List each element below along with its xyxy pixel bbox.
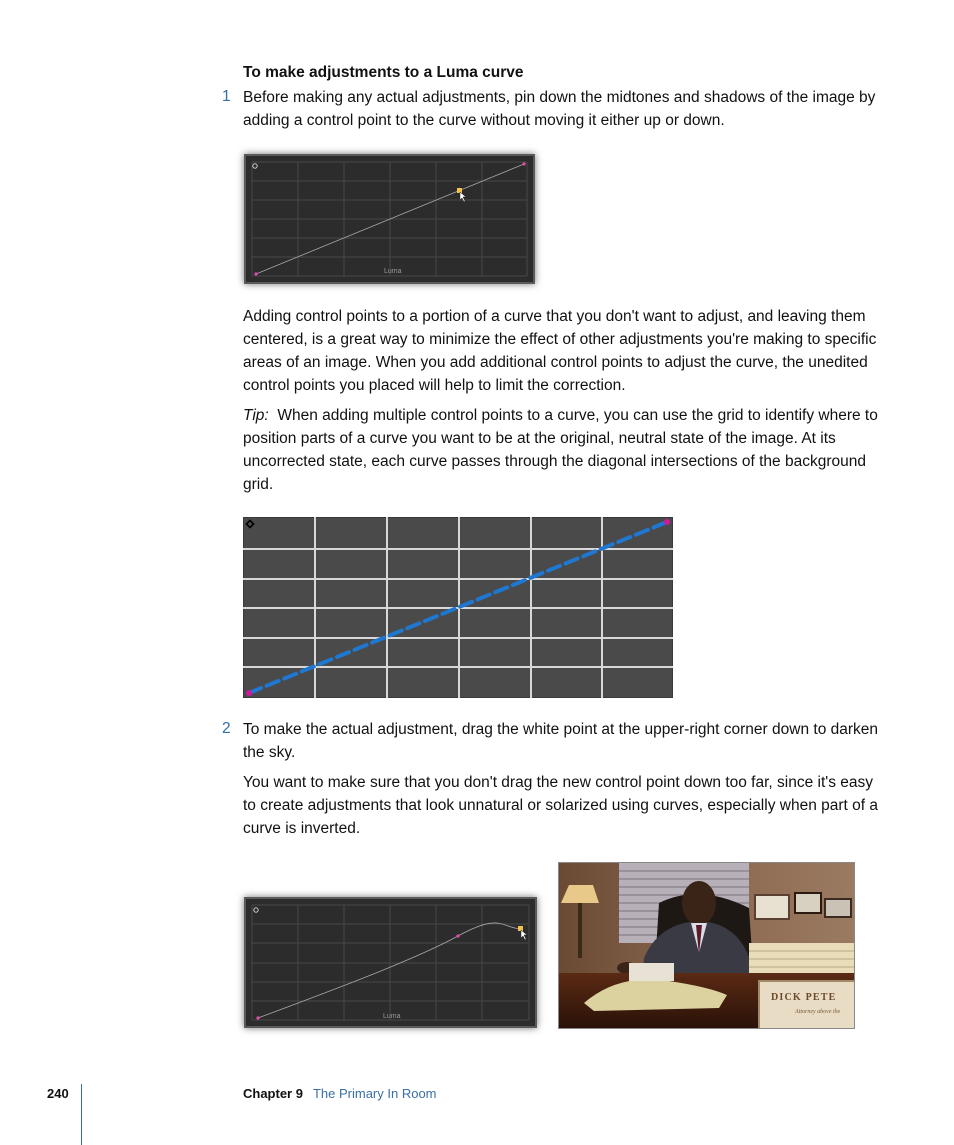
tip-paragraph	[243, 404, 883, 496]
black-point-handle[interactable]	[256, 1016, 259, 1019]
curve-label: Luma	[384, 268, 402, 275]
chapter-label: Chapter 9	[243, 1086, 303, 1101]
white-point-marker	[664, 519, 670, 525]
curve-label: Luma	[383, 1013, 401, 1020]
luma-curve-figure-1	[244, 154, 535, 284]
grid-diagram	[243, 517, 673, 698]
black-point-handle[interactable]	[254, 272, 257, 275]
footer-divider	[81, 1084, 82, 1145]
grid-diagram-graph	[243, 517, 673, 698]
section-heading: To make adjustments to a Luma curve	[243, 64, 524, 81]
nameplate-subtitle: Attorney above the	[795, 1009, 841, 1015]
step-2-text: To make the actual adjustment, drag the white point at the upper-right corner down to darken the sky.	[243, 721, 879, 761]
white-point-handle[interactable]	[518, 926, 523, 931]
adjusted-luma-curve-graph	[246, 899, 535, 1026]
midtone-control-point[interactable]	[457, 188, 462, 193]
office-scene-image	[559, 863, 854, 1028]
framed-certificate	[755, 895, 789, 919]
chapter-title-link[interactable]: The Primary In Room	[312, 1086, 437, 1101]
midtone-control-point[interactable]	[456, 934, 459, 937]
caution-paragraph: You want to make sure that you don't drag the new control point down too far, since it's easy to create adjustments that look unnatural or solarized using curves, especially when part of a curve is inverted.	[243, 774, 878, 837]
tip-label: Tip:	[243, 407, 269, 424]
framed-photo	[795, 893, 821, 913]
luma-curve-figure-2	[244, 897, 537, 1028]
control-points-paragraph: Adding control points to a portion of a curve that you don't want to adjust, and leaving them centered, is a great way to minimize the effect of other adjustments you're making to specific areas of an image. When you add additional control points to adjust the curve, the unedited control points you placed will help to limit the correction.	[243, 308, 877, 394]
step-1-number: 1	[222, 88, 231, 105]
footer-chapter	[243, 1086, 437, 1101]
white-point-handle[interactable]	[522, 162, 525, 165]
nameplate-name: DICK PETE	[771, 992, 837, 1003]
nameplate	[759, 981, 854, 1028]
black-point-marker	[246, 690, 252, 696]
luma-curve-graph	[246, 156, 533, 282]
office-scene-photo	[558, 862, 855, 1029]
step-2-number: 2	[222, 720, 231, 737]
open-book	[629, 963, 674, 981]
step-1-text: Before making any actual adjustments, pin down the midtones and shadows of the image by adding a control point to the curve without moving it either up or down.	[243, 89, 876, 129]
tip-text: When adding multiple control points to a curve, you can use the grid to identify where to position parts of a curve you want to be at the original, neutral state of the image. At its uncorrected state, each curve passes through the diagonal intersections of the background grid.	[243, 407, 878, 493]
page-number: 240	[47, 1086, 69, 1101]
